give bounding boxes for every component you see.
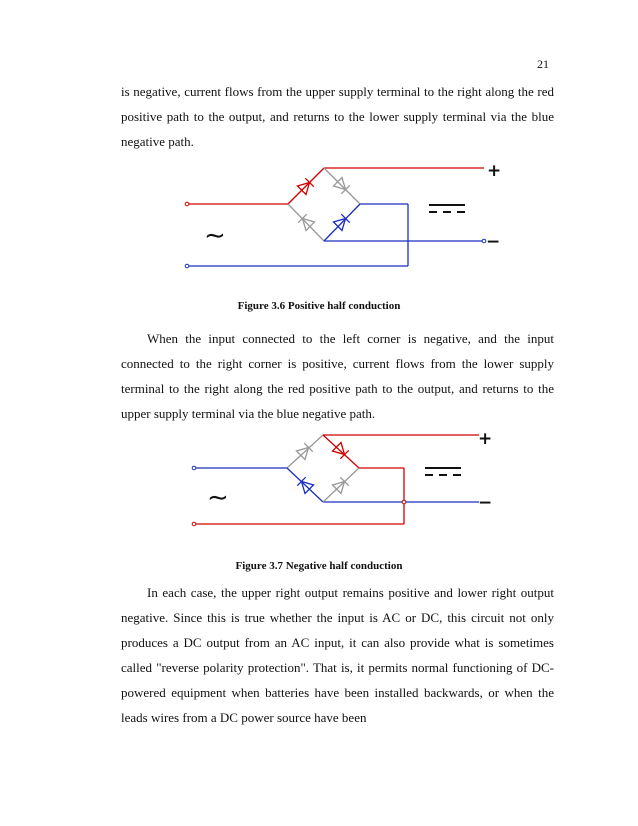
paragraph-1: is negative, current flows from the upper supply terminal to the right along the red positive path to the output, and returns to the lower supply terminal via the blue negative path. <box>121 84 554 149</box>
figure-positive-half-conduction <box>0 160 638 280</box>
paragraph-2: When the input connected to the left corner is negative, and the input connected to the right corner is positive, current flows from the lower supply terminal to the right along the red positive path to the output, and returns to the upper supply terminal via the blue negative path. <box>121 331 554 421</box>
figure-negative-half-conduction <box>0 430 638 530</box>
paragraph-3: In each case, the upper right output remains positive and lower right output negative. Since this is true whether the input is AC or DC, this circuit not only produces a DC output from an AC input, it can also provide what is sometimes called "reverse polarity protection". That is, it permits normal functioning of DC-powered equipment when batteries have been installed backwards, or when the leads wires from a DC power source have been <box>121 585 554 725</box>
page-number: 21 <box>537 57 549 71</box>
figure-1-caption: Figure 3.6 Positive half conduction <box>237 300 401 312</box>
plus-symbol: + <box>478 430 493 449</box>
ac-symbol: ∼ <box>204 221 226 251</box>
plus-symbol: + <box>487 161 502 181</box>
minus-symbol: − <box>478 493 493 513</box>
ac-symbol: ∼ <box>207 483 229 513</box>
figure-2-caption: Figure 3.7 Negative half conduction <box>235 560 403 572</box>
minus-symbol: − <box>486 232 501 252</box>
